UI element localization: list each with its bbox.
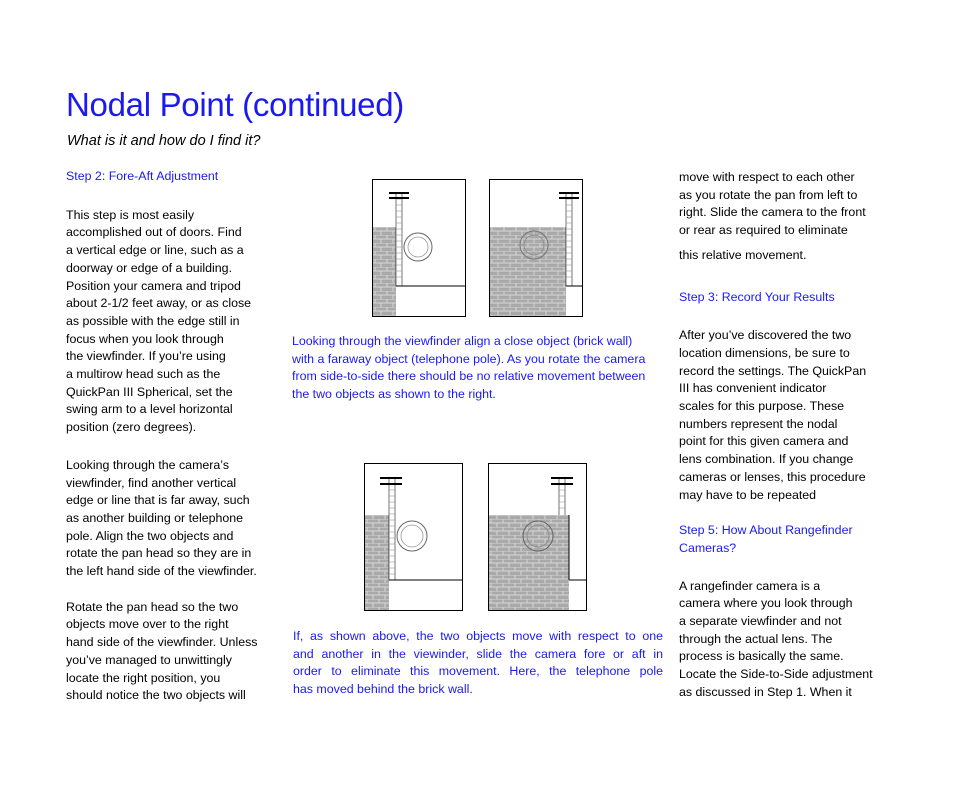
text-line: Rotate the pan head so the two [66,599,239,614]
text-line: order to eliminate this movement. Here, the telephone pole [293,664,663,679]
figure-aligned-left [372,179,466,317]
text-line: or rear as required to eliminate [679,223,848,238]
text-line: location dimensions, be sure to [679,345,850,360]
figure-misaligned-left [364,463,463,611]
text-line: Looking through the viewfinder align a close object (brick wall) [292,334,633,348]
text-line: III has convenient indicator [679,381,827,396]
text-line: A rangefinder camera is a [679,578,821,593]
text-line: objects move over to the right [66,617,229,632]
text-line: about 2-1/2 feet away, or as close [66,296,252,311]
text-line: If, as shown above, the two objects move with respect to one [293,629,663,643]
text-line: cameras or lenses, this procedure [679,469,866,484]
right-para-1-end: this relative movement. [679,247,807,262]
text-line: focus when you look through [66,331,224,346]
text-line: doorway or edge of a building. [66,260,233,275]
text-line: lens combination. If you change [679,452,854,467]
text-line: QuickPan III Spherical, set the [66,384,233,399]
text-line: Position your camera and tripod [66,278,241,293]
figure-misaligned-right [488,463,587,611]
caption-movement [293,628,663,699]
text-line: as another building or telephone [66,510,244,525]
left-column [66,168,281,705]
text-line: move with respect to each other [679,170,855,184]
right-column [679,169,894,702]
caption-alignment [292,333,667,404]
text-line: Locate the Side-to-Side adjustment [679,667,873,682]
text-line: the viewfinder. If you’re using [66,349,226,364]
text-line: a multirow head such as the [66,367,221,382]
text-line: This step is most easily [66,207,195,222]
text-line: a separate viewfinder and not [679,614,842,629]
step5-heading [679,522,894,557]
left-para-3 [66,599,281,705]
text-line: numbers represent the nodal [679,416,838,431]
text-line: the two objects as shown to the right. [292,387,496,402]
text-line: and another in the viewinder, slide the camera fore or aft in [293,646,663,661]
text-line: After you’ve discovered the two [679,328,852,343]
text-line: may have to be repeated [679,487,817,502]
text-line: a vertical edge or line, such as a [66,243,244,258]
text-line: through the actual lens. The [679,631,833,646]
right-para-3 [679,578,894,702]
text-line: you’ve managed to unwittingly [66,652,232,667]
text-line: scales for this purpose. These [679,399,845,414]
text-line: has moved behind the brick wall. [293,682,473,697]
text-line: the left hand side of the viewfinder. [66,564,257,579]
step3-heading: Step 3: Record Your Results [679,289,835,304]
text-line: from side-to-side there should be no relative movement between [292,369,646,384]
text-line: rotate the pan head so they are in [66,546,252,561]
text-line: swing arm to a level horizontal [66,402,233,417]
text-line: right. Slide the camera to the front [679,205,866,220]
text-line: accomplished out of doors. Find [66,225,242,240]
text-line: edge or line that is far away, such [66,493,250,508]
text-line: as discussed in Step 1. When it [679,684,852,699]
left-para-1 [66,207,281,437]
text-line: as you rotate the pan from left to [679,187,858,202]
text-line: Cameras? [679,540,737,555]
page-title: Nodal Point (continued) [66,86,404,123]
text-line: camera where you look through [679,596,853,611]
text-line: as possible with the edge still in [66,313,240,328]
text-line: Step 5: How About Rangefinder [679,523,853,538]
text-line: viewfinder, find another vertical [66,475,237,490]
left-para-2 [66,457,281,581]
page-subtitle: What is it and how do I find it? [67,133,261,149]
text-line: with a faraway object (telephone pole). As you rotate the camera [292,351,646,366]
text-line: process is basically the same. [679,649,844,664]
text-line: pole. Align the two objects and [66,528,234,543]
right-para-2 [679,327,894,504]
text-line: record the settings. The QuickPan [679,363,867,378]
step2-heading: Step 2: Fore-Aft Adjustment [66,169,219,183]
text-line: hand side of the viewfinder. Unless [66,635,258,650]
figure-aligned-right [489,179,583,317]
text-line: should notice the two objects will [66,688,246,703]
text-line: Looking through the camera’s [66,457,230,472]
text-line: locate the right position, you [66,670,221,685]
text-line: point for this given camera and [679,434,849,449]
right-para-1 [679,169,894,240]
text-line: position (zero degrees). [66,420,197,435]
